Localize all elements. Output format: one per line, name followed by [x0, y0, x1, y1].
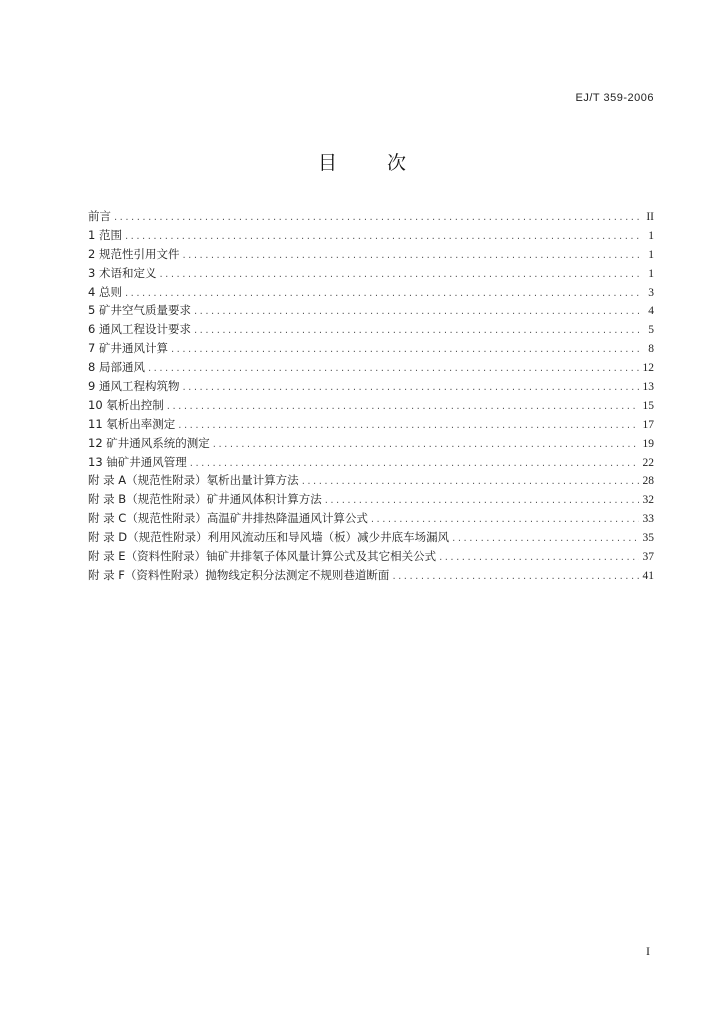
toc-entry[interactable] [88, 490, 654, 509]
toc-entry-label: 8 局部通风 [88, 360, 145, 375]
toc-entry-page: 19 [642, 437, 654, 450]
toc-entry[interactable] [88, 471, 654, 490]
toc-entry[interactable] [88, 264, 654, 283]
page-number: I [646, 944, 650, 958]
toc-entry-page: 3 [648, 286, 654, 299]
toc-entry-label: 12 矿井通风系统的测定 [88, 435, 210, 450]
dot-leader [114, 209, 639, 228]
toc-entry[interactable] [88, 434, 654, 453]
toc-entry[interactable] [88, 207, 654, 226]
toc-entry[interactable] [88, 396, 654, 415]
toc-entry-page: 15 [642, 399, 654, 412]
toc-entry-label: 附 录 F（资料性附录）抛物线定积分法测定不规则巷道断面 [88, 567, 390, 582]
dot-leader [182, 247, 639, 266]
toc-entry-label: 13 铀矿井通风管理 [88, 454, 187, 469]
toc-entry[interactable] [88, 528, 654, 547]
toc-entry-page: 4 [648, 305, 654, 318]
dot-leader [171, 341, 639, 360]
toc-entry-page: 37 [642, 551, 654, 564]
toc-entry[interactable] [88, 415, 654, 434]
toc-entry-page: 8 [648, 343, 654, 356]
toc-entry[interactable] [88, 226, 654, 245]
dot-leader [302, 473, 639, 492]
dot-leader [148, 360, 639, 379]
toc-entry[interactable] [88, 453, 654, 472]
toc-entry-page: 32 [642, 494, 654, 507]
toc-entry-label: 4 总则 [88, 284, 122, 299]
toc-entry-label: 前言 [88, 209, 111, 223]
toc-entry[interactable] [88, 339, 654, 358]
toc-entry-page: 1 [648, 229, 654, 242]
toc-entry-label: 10 氡析出控制 [88, 397, 164, 412]
table-of-contents [88, 207, 654, 585]
toc-entry-page: 1 [648, 248, 654, 261]
dot-leader [325, 492, 639, 511]
toc-entry[interactable] [88, 377, 654, 396]
dot-leader [125, 285, 639, 304]
dot-leader [182, 379, 639, 398]
toc-entry-label: 6 通风工程设计要求 [88, 322, 191, 337]
toc-entry-label: 5 矿井空气质量要求 [88, 303, 191, 318]
toc-entry-page: 17 [642, 418, 654, 431]
toc-entry-label: 附 录 A（规范性附录）氡析出量计算方法 [88, 473, 299, 488]
dot-leader [439, 549, 639, 568]
toc-entry-page: 33 [642, 513, 654, 526]
dot-leader [125, 228, 639, 247]
toc-entry[interactable] [88, 566, 654, 585]
dot-leader [159, 266, 639, 285]
dot-leader [194, 303, 639, 322]
dot-leader [213, 436, 639, 455]
toc-entry-label: 7 矿井通风计算 [88, 341, 168, 356]
dot-leader [194, 322, 639, 341]
dot-leader [452, 530, 639, 549]
toc-entry-page: 35 [642, 532, 654, 545]
dot-leader [167, 398, 639, 417]
toc-entry-label: 1 范围 [88, 227, 122, 242]
toc-entry-page: 22 [642, 456, 654, 469]
toc-entry-page: 41 [642, 569, 654, 582]
toc-entry[interactable] [88, 547, 654, 566]
toc-entry[interactable] [88, 283, 654, 302]
toc-entry-page: 28 [642, 475, 654, 488]
toc-entry-label: 附 录 D（规范性附录）利用风流动压和导风墙（板）减少井底车场漏风 [88, 530, 450, 545]
toc-entry[interactable] [88, 358, 654, 377]
toc-entry-label: 2 规范性引用文件 [88, 246, 180, 261]
toc-entry-page: II [646, 211, 654, 223]
toc-entry[interactable] [88, 301, 654, 320]
toc-entry-page: 13 [642, 381, 654, 394]
toc-entry-label: 9 通风工程构筑物 [88, 379, 180, 394]
dot-leader [392, 568, 639, 587]
toc-entry[interactable] [88, 509, 654, 528]
toc-entry-page: 5 [648, 324, 654, 337]
toc-entry-label: 11 氡析出率测定 [88, 416, 176, 431]
toc-entry-page: 12 [642, 362, 654, 375]
toc-title: 目 次 [317, 152, 429, 174]
toc-entry-label: 附 录 E（资料性附录）铀矿井排氡子体风量计算公式及其它相关公式 [88, 549, 437, 564]
toc-entry[interactable] [88, 245, 654, 264]
toc-entry-label: 附 录 B（规范性附录）矿井通风体积计算方法 [88, 492, 322, 507]
standard-code: EJ/T 359-2006 [575, 92, 654, 104]
toc-entry[interactable] [88, 320, 654, 339]
toc-entry-page: 1 [648, 267, 654, 280]
toc-entry-label: 3 术语和定义 [88, 265, 157, 280]
dot-leader [178, 417, 639, 436]
toc-entry-label: 附 录 C（规范性附录）高温矿井排热降温通风计算公式 [88, 511, 368, 526]
